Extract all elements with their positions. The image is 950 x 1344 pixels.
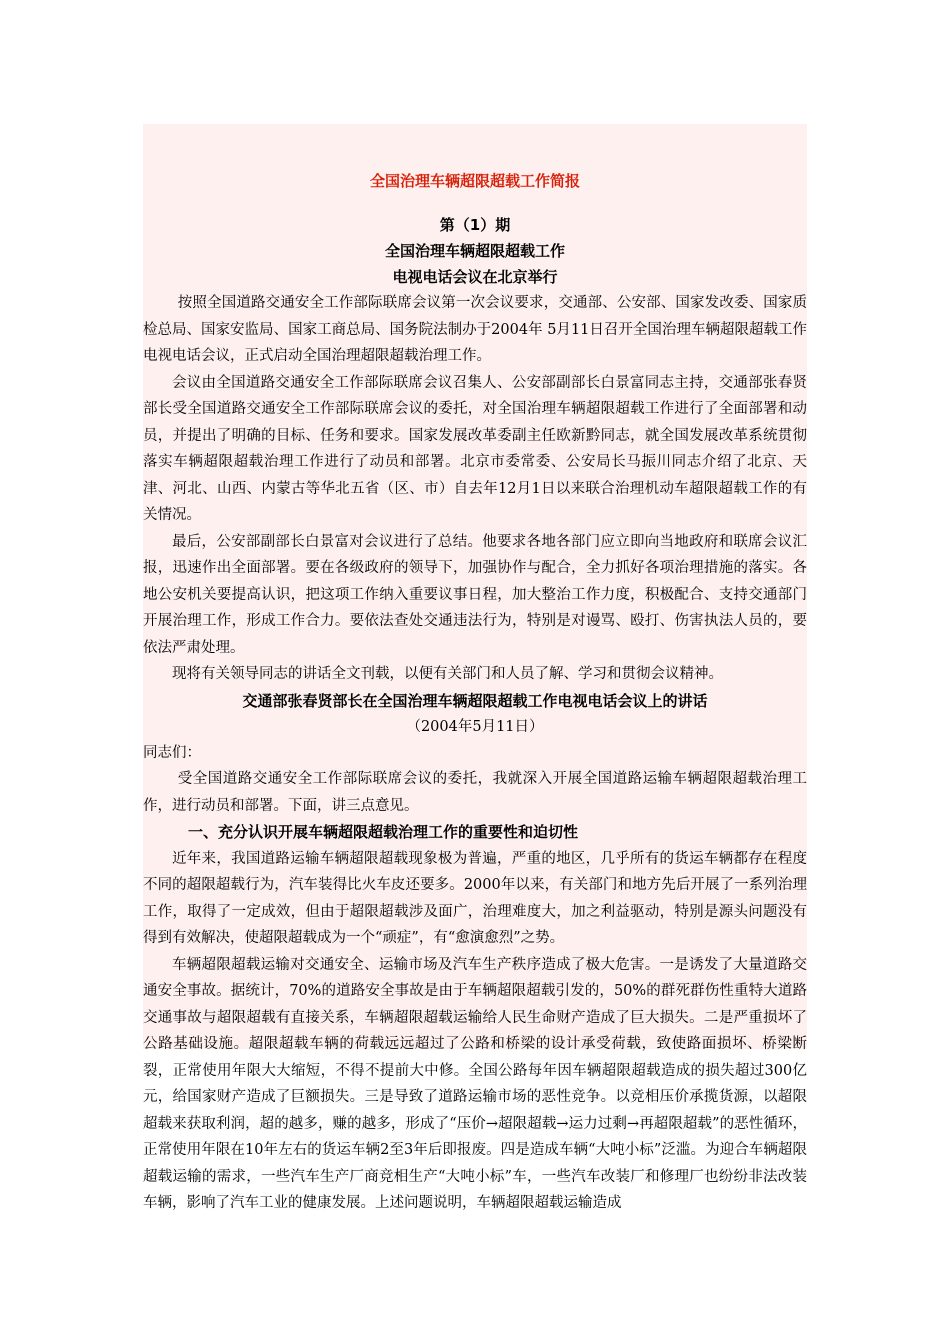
- paragraph: 会议由全国道路交通安全工作部际联席会议召集人、公安部副部长白景富同志主持，交通部张春贤部长受全国道路交通安全工作部际联席会议的委托，对全国治理车辆超限超载工作进行了全面部署和动员，并提出了明确的目标、任务和要求。国家发展改革委副主任欧新黔同志，就全国发展改革系统贯彻落实车辆超限超载治理工作进行了动员和部署。北京市委常委、公安局长马振川同志介绍了北京、天津、河北、山西、内蒙古等华北五省（区、市）自去年12月1日以来联合治理机动车超限超载工作的有关情况。: [143, 374, 807, 523]
- issue-number: 第（1）期: [439, 216, 511, 234]
- salutation: 同志们：: [143, 744, 201, 761]
- speech-date: （2004年5月11日）: [406, 718, 544, 735]
- bulletin-title: 全国治理车辆超限超载工作简报: [369, 172, 580, 190]
- paragraph: 现将有关领导同志的讲话全文刊载，以便有关部门和人员了解、学习和贯彻会议精神。: [172, 666, 723, 682]
- article-heading-line1: 全国治理车辆超限超载工作: [384, 242, 565, 260]
- paragraph: 车辆超限超载运输对交通安全、运输市场及汽车生产秩序造成了极大危害。一是诱发了大量道路交通安全事故。据统计，70%的道路安全事故是由于车辆超限超载引发的，50%的群死群伤性重特大道路交通事故与超限超载有直接关系，车辆超限超载运输给人民生命财产造成了巨大损失。二是严重损坏了公路基础设施。超限超载车辆的荷载远远超过了公路和桥梁的设计承受荷载，致使路面损坏、桥梁断裂，正常使用年限大大缩短，不得不提前大中修。全国公路每年因车辆超限超载造成的损失超过300亿元，给国家财产造成了巨额损失。三是导致了道路运输市场的恶性竞争。以竞相压价承揽货源，以超限超载来获取利润，超的越多，赚的越多，形成了“压价→超限超载→运力过剩→再超限超载”的恶性循环，正常使用年限在10年左右的货运车辆2至3年后即报废。四是造成车辆“大吨小标”泛滥。为迎合车辆超限超载运输的需求，一些汽车生产厂商竞相生产“大吨小标”车，一些汽车改装厂和修理厂也纷纷非法改装车辆，影响了汽车工业的健康发展。上述问题说明，车辆超限超载运输造成: [143, 956, 807, 1211]
- section-heading: 一、充分认识开展车辆超限超载治理工作的重要性和迫切性: [188, 823, 579, 841]
- paragraph: 近年来，我国道路运输车辆超限超载现象极为普遍，严重的地区，几乎所有的货运车辆都存在程度不同的超限超载行为，汽车装得比火车皮还要多。2000年以来，有关部门和地方先后开展了一系列治理工作，取得了一定成效，但由于超限超载涉及面广，治理难度大，加之利益驱动，特别是源头问题没有得到有效解决，使超限超载成为一个“顽症”，有“愈演愈烈”之势。: [143, 850, 807, 946]
- speech-title: 交通部张春贤部长在全国治理车辆超限超载工作电视电话会议上的讲话: [242, 691, 708, 710]
- paragraph: 最后，公安部副部长白景富对会议进行了总结。他要求各地各部门应立即向当地政府和联席会议汇报，迅速作出全面部署。要在各级政府的领导下，加强协作与配合，全力抓好各项治理措施的落实。各地公安机关要提高认识，把这项工作纳入重要议事日程，加大整治工作力度，积极配合、支持交通部门开展治理工作，形成工作合力。要依法查处交通违法行为，特别是对谩骂、殴打、伤害执法人员的，要依法严肃处理。: [143, 533, 807, 656]
- article-heading-line2: 电视电话会议在北京举行: [392, 268, 558, 286]
- paragraph: 受全国道路交通安全工作部际联席会议的委托，我就深入开展全国道路运输车辆超限超载治理工作，进行动员和部署。下面，讲三点意见。: [143, 771, 807, 814]
- document-body: [143, 124, 807, 1217]
- paragraph: 按照全国道路交通安全工作部际联席会议第一次会议要求，交通部、公安部、国家发改委、国家质检总局、国家安监局、国家工商总局、国务院法制办于2004年 5月11日召开全国治理车辆超限超载工作电视电话会议，正式启动全国治理超限超载治理工作。: [143, 295, 807, 364]
